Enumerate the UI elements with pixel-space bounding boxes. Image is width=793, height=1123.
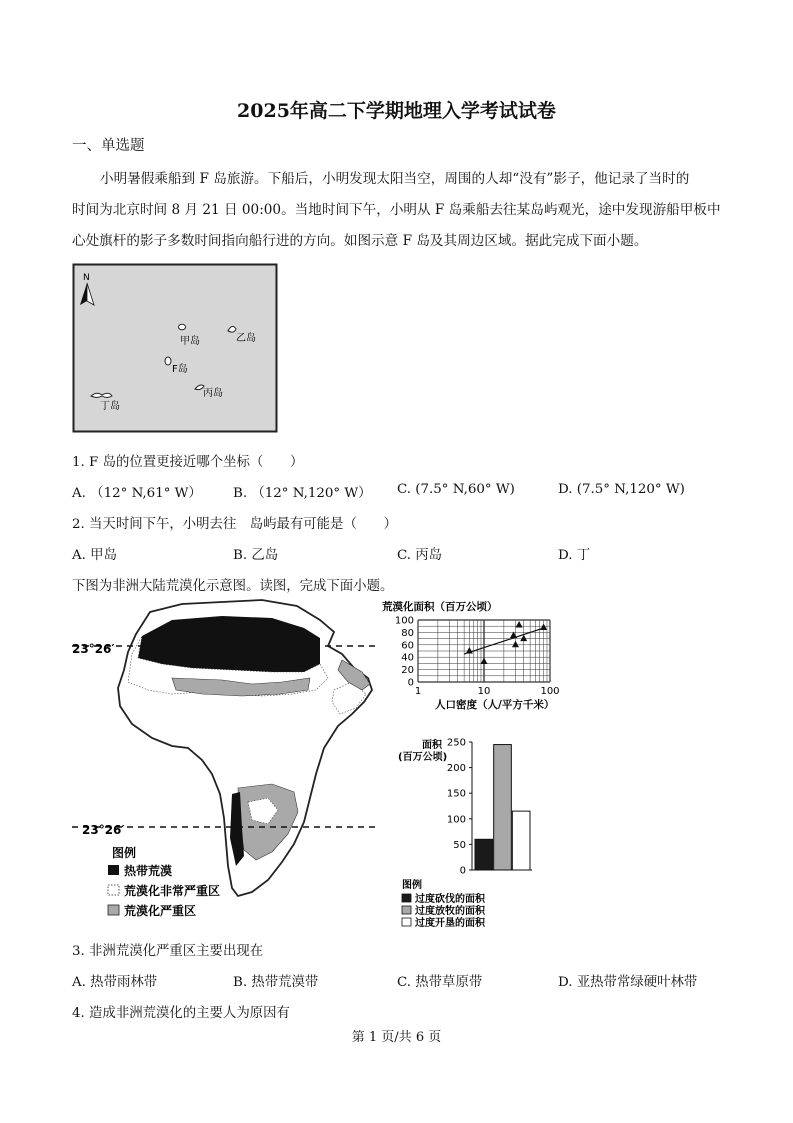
q1-option-b[interactable]: B. （12° N,120° W） [233, 486, 372, 501]
q3-option-d[interactable]: D. 亚热带常绿硬叶林带 [558, 975, 698, 990]
q3-option-a[interactable]: A. 热带雨林带 [72, 975, 158, 990]
map-legend-title: 图例 [112, 846, 137, 860]
q1-stem: 1. F 岛的位置更接近哪个坐标（ ） [72, 455, 304, 470]
legend-swatch-very-severe [108, 885, 119, 895]
q1-option-c[interactable]: C. (7.5° N,60° W) [397, 482, 515, 497]
island-yi-label: 乙岛 [236, 333, 256, 344]
bar-chart [388, 734, 570, 934]
q2-option-c[interactable]: C. 丙岛 [397, 548, 443, 563]
scatter-xtick: 100 [540, 686, 560, 697]
bar-3 [512, 811, 530, 870]
legend-swatch-severe [108, 905, 119, 915]
legend-swatch-desert [108, 865, 119, 875]
passage-line-2: 时间为北京时间 8 月 21 日 00:00。当地时间下午，小明从 F 岛乘船去往某岛屿观光，途中发现游船甲板中 [72, 202, 721, 218]
island-f-shape [165, 357, 171, 365]
island-map [72, 263, 280, 435]
passage-line-1: 小明暑假乘船到 F 岛旅游。下船后，小明发现太阳当空，周围的人却“没有”影子，他记录了当时的 [100, 171, 690, 187]
q2-stem: 2. 当天时间下午，小明去往 岛屿最有可能是（ ） [72, 517, 398, 532]
q4-stem: 4. 造成非洲荒漠化的主要人为原因有 [72, 1006, 290, 1021]
q3-option-b[interactable]: B. 热带荒漠带 [233, 975, 319, 990]
scatter-chart [380, 598, 580, 713]
island-jia-label: 甲岛 [180, 336, 200, 347]
scatter-xlabel: 人口密度（人/平方千米） [435, 699, 555, 711]
bar-ylabel: 面积 [422, 740, 442, 751]
bar-ylabel-unit: (百万公顷) [398, 752, 448, 763]
bar-legend-swatch [402, 918, 411, 926]
bar-legend-item: 过度开垦的面积 [415, 918, 485, 929]
tropic-south-label: 23°26′ [82, 823, 125, 837]
legend-severe: 荒漠化严重区 [124, 904, 197, 918]
bar-ytick: 100 [446, 814, 466, 826]
bar-ytick: 0 [459, 865, 466, 877]
bar-legend-swatch [402, 894, 411, 902]
bar-ytick: 200 [446, 763, 466, 775]
island-jia-shape [179, 324, 186, 330]
scatter-title: 荒漠化面积（百万公顷） [382, 601, 498, 613]
bar-1 [475, 839, 493, 870]
q1-option-a[interactable]: A. （12° N,61° W） [72, 486, 202, 501]
scatter-ytick: 0 [407, 677, 414, 689]
bar-legend-title: 图例 [402, 880, 422, 891]
scatter-point [540, 623, 547, 630]
scatter-point [512, 641, 519, 648]
q2-option-d[interactable]: D. 丁 [558, 548, 591, 563]
q3-option-c[interactable]: C. 热带草原带 [397, 975, 483, 990]
island-bing-label: 丙岛 [203, 388, 223, 399]
scatter-trend-line [464, 627, 545, 654]
scatter-point [466, 647, 473, 654]
legend-desert: 热带荒漠 [124, 864, 173, 878]
q3-stem: 3. 非洲荒漠化严重区主要出现在 [72, 944, 264, 959]
bar-legend-item: 过度放牧的面积 [415, 906, 485, 917]
tropic-north-label: 23°26′ [72, 642, 115, 656]
bar-2 [494, 745, 512, 870]
bar-ytick: 150 [446, 788, 466, 800]
scatter-ytick: 80 [401, 627, 414, 639]
q2-option-b[interactable]: B. 乙岛 [233, 548, 279, 563]
bar-legend-item: 过度砍伐的面积 [415, 894, 485, 905]
passage-line-3: 心处旗杆的影子多数时间指向船行进的方向。如图示意 F 岛及其周边区域。据此完成下面小题。 [72, 233, 648, 249]
q2-option-a[interactable]: A. 甲岛 [72, 548, 117, 563]
bar-legend-swatch [402, 906, 411, 914]
africa-desertification-map [72, 598, 388, 928]
scatter-ytick: 40 [401, 652, 414, 664]
scatter-xtick: 10 [477, 686, 491, 697]
north-label: N [83, 273, 90, 283]
section-heading: 一、单选题 [72, 138, 145, 154]
island-ding-label: 丁岛 [100, 401, 120, 412]
scatter-ytick: 100 [394, 615, 414, 627]
scatter-xtick: 1 [414, 686, 422, 697]
island-f-label: F岛 [172, 364, 188, 375]
scatter-ytick: 60 [401, 640, 414, 652]
q1-option-d[interactable]: D. (7.5° N,120° W) [558, 482, 685, 497]
scatter-point [481, 658, 488, 665]
page-title: 2025年高二下学期地理入学考试试卷 [237, 100, 556, 122]
bar-ytick: 250 [446, 737, 466, 749]
bar-ytick: 50 [453, 839, 466, 851]
intro-2: 下图为非洲大陆荒漠化示意图。读图，完成下面小题。 [72, 579, 394, 594]
scatter-point [516, 621, 523, 628]
page-footer: 第 1 页/共 6 页 [351, 1030, 442, 1045]
scatter-ytick: 20 [401, 665, 414, 677]
legend-very-severe: 荒漠化非常严重区 [124, 884, 221, 898]
